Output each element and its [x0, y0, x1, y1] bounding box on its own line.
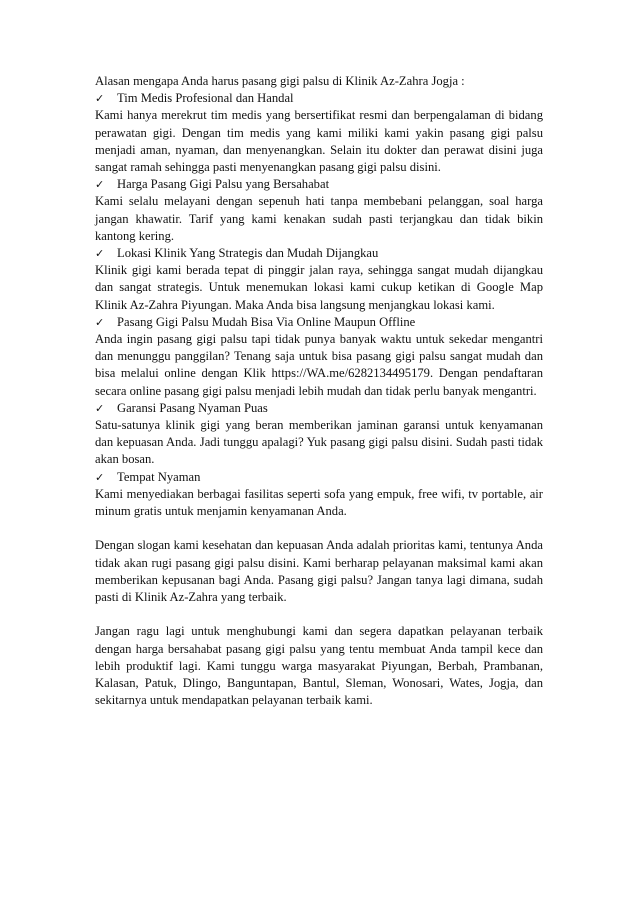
checkmark-icon: ✓ — [95, 247, 105, 261]
reason-heading — [95, 176, 543, 193]
reason-heading-text: Harga Pasang Gigi Palsu yang Bersahabat — [117, 177, 330, 192]
reason-tempat — [95, 469, 543, 521]
reason-heading-text: Lokasi Klinik Yang Strategis dan Mudah Dijangkau — [117, 246, 379, 261]
checkmark-icon: ✓ — [95, 92, 105, 106]
reason-body: Klinik gigi kami berada tepat di pinggir jalan raya, sehingga sangat mudah dijangkau dan sangat strategis. Untuk menemukan lokasi kami cukup ketikan di Google Map Klinik Az-Zahra Piyungan. Maka Anda bisa langsung menjangkau lokasi kami. — [95, 263, 543, 312]
checkmark-icon: ✓ — [95, 401, 105, 415]
document-page — [95, 73, 543, 709]
reason-body: Satu-satunya klinik gigi yang beran memberikan jaminan garansi untuk kenyamanan dan kepuasan Anda. Jadi tunggu apalagi? Yuk pasang gigi palsu disini. Sudah pasti tidak akan bosan. — [95, 418, 543, 467]
checkmark-icon: ✓ — [95, 470, 105, 484]
reason-heading-text: Tempat Nyaman — [117, 469, 201, 484]
reason-heading — [95, 245, 543, 262]
intro-line: Alasan mengapa Anda harus pasang gigi palsu di Klinik Az-Zahra Jogja : — [95, 74, 465, 88]
reason-tim-medis — [95, 90, 543, 176]
reason-heading — [95, 314, 543, 331]
reason-heading-text: Tim Medis Profesional dan Handal — [117, 91, 294, 106]
reason-lokasi — [95, 245, 543, 314]
reason-garansi — [95, 400, 543, 469]
reason-heading — [95, 90, 543, 107]
reason-body: Kami selalu melayani dengan sepenuh hati tanpa membebani pelanggan, soal harga jangan khawatir. Tarif yang kami kenakan sudah pasti terjangkau dan tidak bikin kantong kering. — [95, 194, 543, 243]
closing-paragraph-contact: Jangan ragu lagi untuk menghubungi kami dan segera dapatkan pelayanan terbaik dengan harga bersahabat pasang gigi palsu yang tentu membuat Anda tampil kece dan lebih produktif lagi. Kami tunggu warga masyarakat Piyungan, Berbah, Prambanan, Kalasan, Patuk, Dlingo, Banguntapan, Bantul, Sleman, Wonosari, Wates, Jogja, dan sekitarnya untuk mendapatkan pelayanan terbaik kami. — [95, 624, 543, 708]
reason-body: Anda ingin pasang gigi palsu tapi tidak punya banyak waktu untuk sekedar mengantri dan menunggu panggilan? Tenang saja untuk bisa pasang gigi palsu sangat mudah dan bisa melalui online dengan Klik https://WA.me/6282134495179. Dengan pendaftaran secara online pasang gigi palsu menjadi lebih mudah dan tidak perlu banyak mengantri. — [95, 332, 543, 398]
reason-body: Kami hanya merekrut tim medis yang bersertifikat resmi dan berpengalaman di bidang perawatan gigi. Dengan tim medis yang kami miliki kami yakin pasang gigi palsu menjadi aman, nyaman, dan menyenangkan. Selain itu dokter dan perawat disini juga sangat ramah sehingga pasti menyenangkan pasang gigi palsu disini. — [95, 108, 543, 175]
reason-heading — [95, 469, 543, 486]
reason-heading-text: Pasang Gigi Palsu Mudah Bisa Via Online Maupun Offline — [117, 314, 416, 329]
reason-body: Kami menyediakan berbagai fasilitas seperti sofa yang empuk, free wifi, tv portable, air minum gratis untuk menjamin kenyamanan Anda. — [95, 486, 543, 519]
reason-online — [95, 314, 543, 400]
reason-harga — [95, 176, 543, 245]
closing-paragraph-slogan: Dengan slogan kami kesehatan dan kepuasan Anda adalah prioritas kami, tentunya Anda tidak akan rugi pasang gigi palsu disini. Kami berharap pelayanan maksimal kami akan memberikan kepusanan bagi Anda. Pasang gigi palsu? Jangan tanya lagi dimana, sudah pasti di Klinik Az-Zahra yang terbaik. — [95, 538, 543, 605]
checkmark-icon: ✓ — [95, 315, 105, 329]
reason-heading-text: Garansi Pasang Nyaman Puas — [117, 400, 268, 415]
checkmark-icon: ✓ — [95, 178, 105, 192]
reason-heading — [95, 400, 543, 417]
